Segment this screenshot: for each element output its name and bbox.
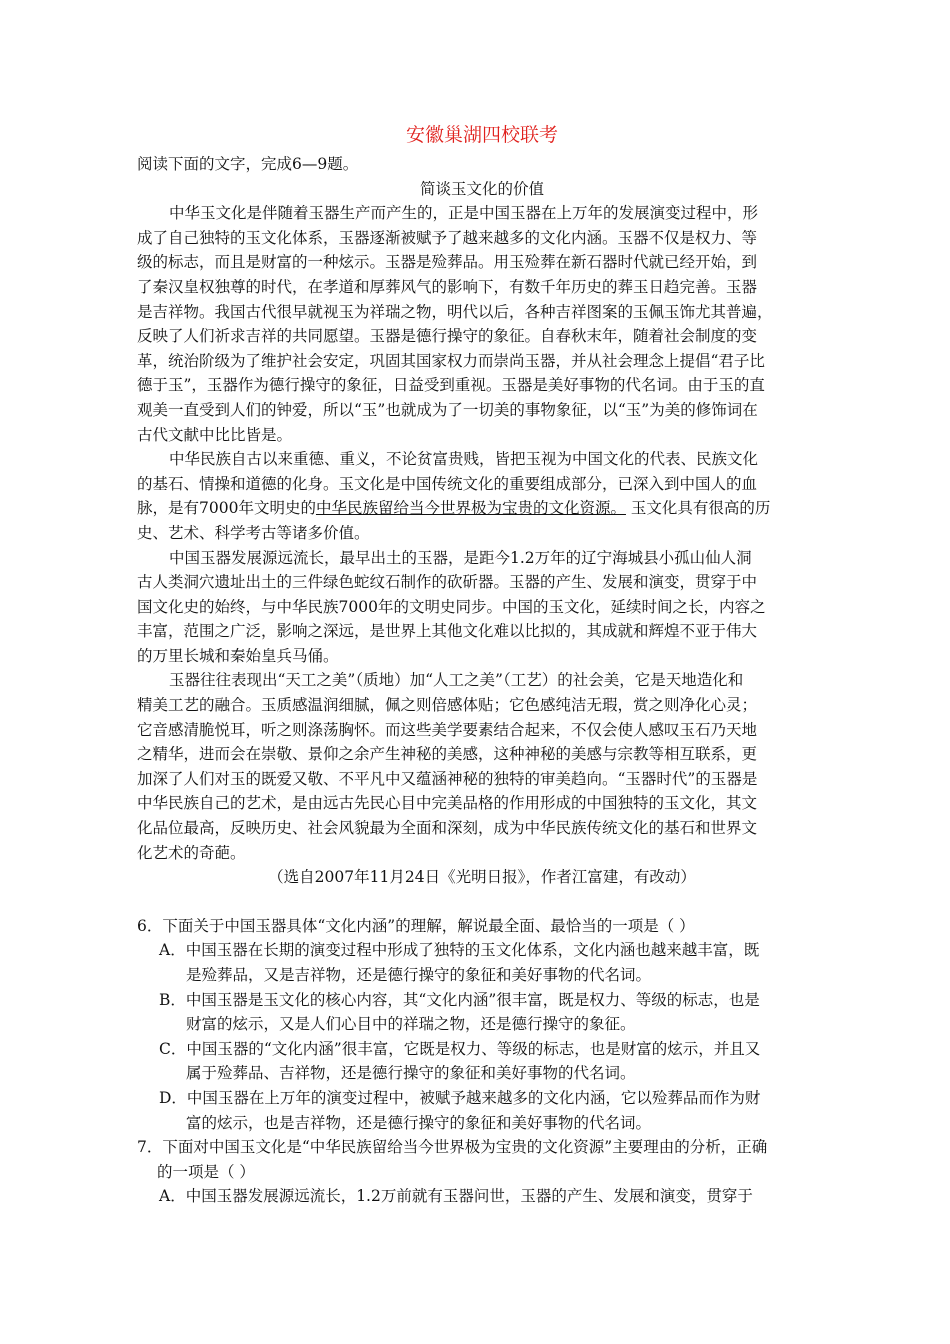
text-line: 了秦汉皇权独尊的时代，在孝道和厚葬风气的影响下，有数千年历史的葬玉日趋完善。玉器 bbox=[137, 277, 758, 296]
paragraph-2 bbox=[137, 447, 827, 545]
text-line: 的万里长城和秦始皇兵马俑。 bbox=[137, 646, 339, 665]
text-segment: 脉，是有7000年文明史的 bbox=[137, 499, 316, 518]
question-stem: 7．下面对中国玉文化是“中华民族留给当今世界极为宝贵的文化资源”主要理由的分析，正确 bbox=[137, 1138, 768, 1157]
option-a: A．中国玉器在长期的演变过程中形成了独特的玉文化体系，文化内涵也越来越丰富，既 bbox=[159, 941, 760, 960]
option-b: B．中国玉器是玉文化的核心内容，其“文化内涵”很丰富，既是权力、等级的标志，也是 bbox=[159, 990, 760, 1009]
text-line: 中华民族自己的艺术，是由远古先民心目中完美品格的作用形成的中国独特的玉文化，其文 bbox=[137, 794, 758, 813]
paragraph-4 bbox=[137, 668, 827, 865]
question-stem: 6．下面关于中国玉器具体“文化内涵”的理解，解说最全面、最恰当的一项是（ ） bbox=[137, 916, 695, 935]
text-line: 古代文献中比比皆是。 bbox=[137, 425, 293, 444]
text-line: 革，统治阶级为了维护社会安定，巩固其国家权力而崇尚玉器，并从社会理念上提倡“君子比 bbox=[137, 351, 765, 370]
option-c-continued: 属于殓葬品、吉祥物，还是德行操守的象征和美好事物的代名词。 bbox=[186, 1064, 636, 1083]
question-6 bbox=[137, 914, 827, 1135]
text-line: 中华玉文化是伴随着玉器生产而产生的，正是中国玉器在上万年的发展演变过程中，形 bbox=[169, 204, 759, 223]
question-stem-continued: 的一项是（ ） bbox=[157, 1162, 255, 1181]
text-line: 丰富，范围之广泛，影响之深远，是世界上其他文化难以比拟的，其成就和辉煌不亚于伟大 bbox=[137, 622, 758, 641]
text-line: 加深了人们对玉的既爱又敬、不平凡中又蕴涵神秘的独特的审美趋向。“玉器时代”的玉器是 bbox=[137, 769, 758, 788]
option-c: C．中国玉器的“文化内涵”很丰富，它既是权力、等级的标志，也是财富的炫示，并且又 bbox=[159, 1039, 761, 1058]
paragraph-3 bbox=[137, 546, 827, 669]
exam-title: 安徽巢湖四校联考 bbox=[405, 124, 558, 146]
text-line: 成了自己独特的玉文化体系，玉器逐渐被赋予了越来越多的文化内涵。玉器不仅是权力、等 bbox=[137, 228, 758, 247]
text-line: 是吉祥物。我国古代很早就视玉为祥瑞之物，明代以后，各种吉祥图案的玉佩玉饰尤其普遍， bbox=[137, 302, 773, 321]
text-line: 之精华，进而会在崇敬、景仰之余产生神秘的美感，这种神秘的美感与宗教等相互联系，更 bbox=[137, 745, 758, 764]
question-7 bbox=[137, 1135, 827, 1209]
text-line: 化品位最高，反映历史、社会风貌最为全面和深刻，成为中华民族传统文化的基石和世界文 bbox=[137, 819, 758, 838]
option-d: D．中国玉器在上万年的演变过程中，被赋予越来越多的文化内涵，它以殓葬品而作为财 bbox=[159, 1088, 761, 1107]
text-line: 精美工艺的融合。玉质感温润细腻，佩之则倍感体贴；它色感纯洁无瑕，赏之则净化心灵； bbox=[137, 696, 758, 715]
text-line: 级的标志，而且是财富的一种炫示。玉器是殓葬品。用玉殓葬在新石器时代就已经开始，到 bbox=[137, 253, 758, 272]
text-line: 德于玉”，玉器作为德行操守的象征，日益受到重视。玉器是美好事物的代名词。由于玉的直 bbox=[137, 376, 765, 395]
reading-instruction: 阅读下面的文字，完成6—9题。 bbox=[137, 155, 359, 173]
text-line bbox=[137, 496, 827, 521]
text-line: 史、艺术、科学考古等诸多价值。 bbox=[137, 523, 370, 542]
paragraph-1 bbox=[137, 201, 827, 447]
text-line: 古人类洞穴遗址出土的三件绿色蛇纹石制作的砍斫器。玉器的产生、发展和演变，贯穿于中 bbox=[137, 573, 758, 592]
text-line: 玉器往往表现出“天工之美”（质地）加“人工之美”（工艺）的社会美，它是天地造化和 bbox=[169, 671, 744, 690]
underlined-phrase: 中华民族留给当今世界极为宝贵的文化资源。 bbox=[315, 499, 626, 518]
text-line: 观美一直受到人们的钟爱，所以“玉”也就成为了一切美的事物象征，以“玉”为美的修饰词在 bbox=[137, 400, 758, 419]
text-line: 化艺术的奇葩。 bbox=[137, 843, 246, 862]
text-line: 的基石、情操和道德的化身。玉文化是中国传统文化的重要组成部分，已深入到中国人的血 bbox=[137, 474, 758, 493]
option-a: A．中国玉器发展源远流长，1.2万前就有玉器问世，玉器的产生、发展和演变，贯穿于 bbox=[159, 1187, 753, 1206]
text-line: 中华民族自古以来重德、重义，不论贫富贵贱，皆把玉视为中国文化的代表、民族文化 bbox=[169, 450, 759, 469]
option-a-continued: 是殓葬品，又是吉祥物，还是德行操守的象征和美好事物的代名词。 bbox=[186, 966, 652, 984]
option-b-continued: 财富的炫示，又是人们心目中的祥瑞之物，还是德行操守的象征。 bbox=[186, 1015, 636, 1034]
option-d-continued: 富的炫示，也是吉祥物，还是德行操守的象征和美好事物的代名词。 bbox=[186, 1113, 652, 1132]
source-citation: （选自2007年11月24日《光明日报》，作者江富建，有改动） bbox=[268, 868, 696, 887]
document-page bbox=[137, 118, 827, 1209]
text-line: 它音感清脆悦耳，听之则涤荡胸怀。而这些美学要素结合起来，不仅会使人感叹玉石乃天地 bbox=[137, 720, 758, 739]
text-line: 反映了人们祈求吉祥的共同愿望。玉器是德行操守的象征。自春秋末年，随着社会制度的变 bbox=[137, 327, 758, 346]
spacer bbox=[137, 890, 827, 914]
text-line: 国文化史的始终，与中华民族7000年的文明史同步。中国的玉文化，延续时间之长，内容之 bbox=[137, 597, 766, 616]
text-line: 中国玉器发展源远流长，最早出土的玉器，是距今1.2万年的辽宁海城县小孤山仙人洞 bbox=[169, 548, 752, 567]
text-segment: 玉文化具有很高的历 bbox=[625, 499, 771, 518]
article-title: 简谈玉文化的价值 bbox=[419, 179, 544, 198]
